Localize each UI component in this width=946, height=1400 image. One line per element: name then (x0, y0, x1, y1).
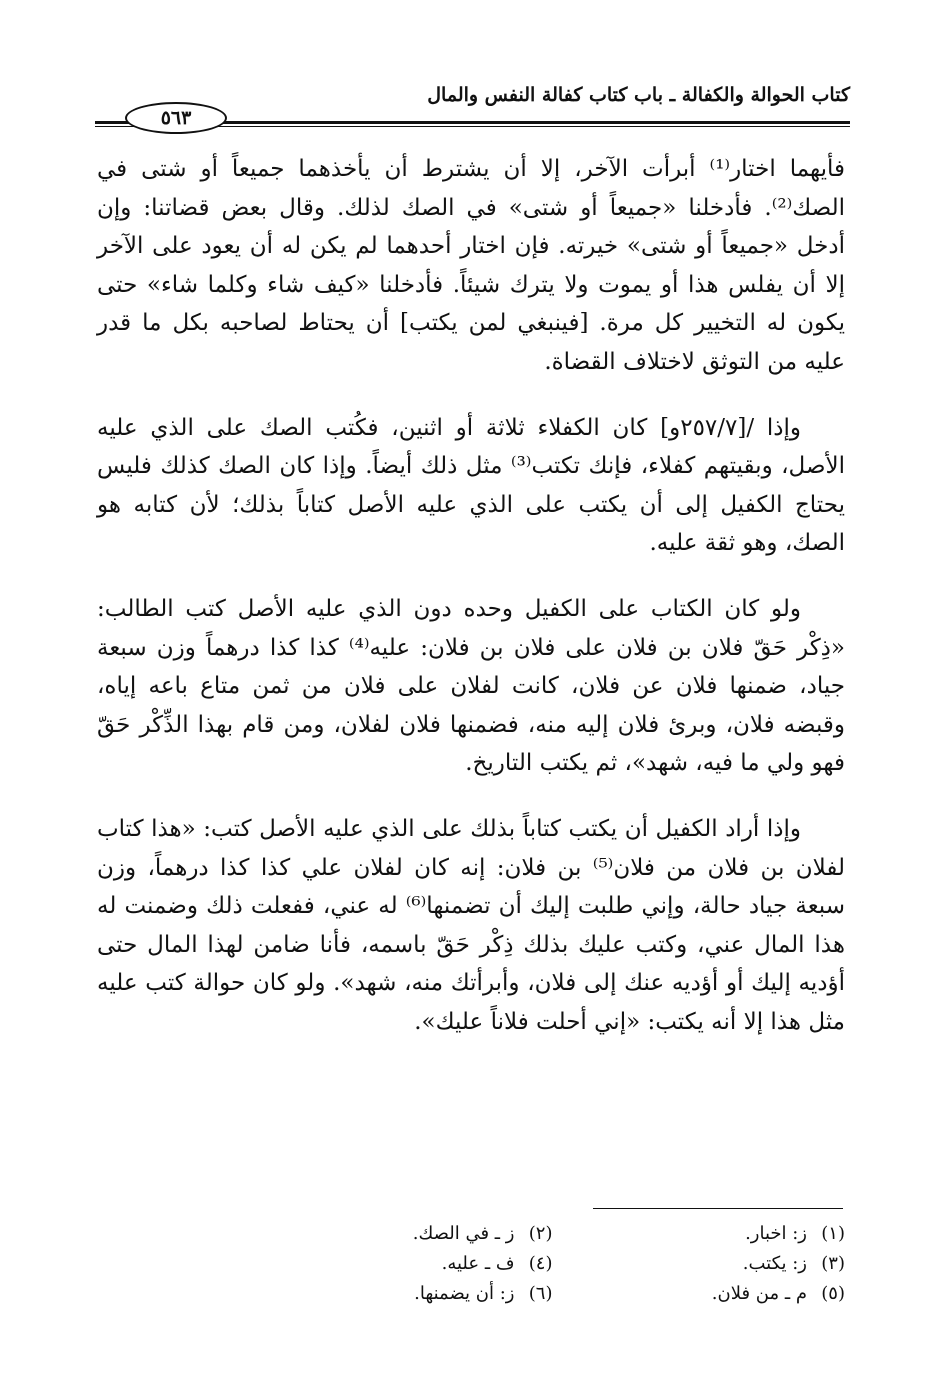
footnote-text: ز: يكتب. (742, 1253, 807, 1274)
footnote-separator (593, 1208, 843, 1209)
page-number: ٥٦٣ (125, 102, 227, 134)
footnote-text: ف ـ عليه. (441, 1253, 515, 1274)
footnote-text: ز ـ في الصك. (412, 1223, 515, 1244)
page-header (95, 82, 850, 132)
running-title: كتاب الحوالة والكفالة ـ باب كتاب كفالة النفس والمال (427, 84, 850, 106)
paragraph-2: وإذا /[٢٥٧/٧و] كان الكفلاء ثلاثة أو اثنين، فكُتب الصك على الذي عليه الأصل، وبقيتهم كفلاء، فإنك تكتب⁽³⁾ مثل ذلك أيضاً. وإذا كان الصك كذلك فليس يحتاج الكفيل إلى أن يكتب على الذي عليه الأصل كتاباً بذلك؛ لأن كتابه هو الصك، وهو ثقة عليه. (97, 414, 845, 557)
main-text (97, 150, 845, 1068)
footnote-2 (260, 1222, 553, 1246)
footnote-number: (٦) (528, 1283, 553, 1304)
footnote-3 (553, 1252, 846, 1276)
footnote-number: (٣) (821, 1253, 845, 1274)
footnote-number: (٤) (528, 1253, 553, 1274)
footnote-4 (260, 1252, 553, 1276)
footnote-number: (١) (821, 1223, 845, 1244)
footnotes (260, 1222, 845, 1306)
footnote-5 (553, 1282, 846, 1306)
footnote-6 (260, 1282, 553, 1306)
footnote-text: م ـ من فلان. (711, 1283, 807, 1304)
footnote-1 (553, 1222, 846, 1246)
paragraph-1: فأيهما اختار⁽¹⁾ أبرأت الآخر، إلا أن يشترط أن يأخذهما جميعاً أو شتى في الصك⁽²⁾. فأدخلنا «جميعاً أو شتى» في الصك لذلك. وقال بعض قضاتنا: وإن أدخل «جميعاً أو شتى» خيرته. فإن اختار أحدهما لم يكن له أن يعود على الآخر إلا أن يفلس هذا أو يموت ولا يترك شيئاً. فأدخلنا «كيف شاء وكلما شاء» حتى يكون له التخيير كل مرة. [فينبغي لمن يكتب] أن يحتاط لصاحبه بكل ما قدر عليه من التوثق لاختلاف القضاة. (97, 156, 846, 375)
footnote-number: (٢) (528, 1223, 553, 1244)
paragraph-3: ولو كان الكتاب على الكفيل وحده دون الذي عليه الأصل كتب الطالب: «ذِكْر حَقّ فلان بن فلان على فلان بن فلان: عليه⁽⁴⁾ كذا كذا درهماً وزن سبعة جياد، ضمنها فلان عن فلان، كانت لفلان على فلان من ثمن متاع باعه إياه، وقبضه فلان، وبرئ فلان إليه منه، فضمنها فلان لفلان، ومن قام بهذا الذِّكْر حَقّ فهو ولي ما فيه، شهد»، ثم يكتب التاريخ. (97, 595, 845, 777)
paragraph-4: وإذا أراد الكفيل أن يكتب كتاباً بذلك على الذي عليه الأصل كتب: «هذا كتاب لفلان بن فلان من فلان⁽⁵⁾ بن فلان: إنه كان لفلان علي كذا كذا درهماً، وزن سبعة جياد حالة، وإني طلبت إليك أن تضمنها⁽⁶⁾ له عني، ففعلت ذلك وضمنت له هذا المال عني، وكتب عليك بذلك ذِكْر حَقّ باسمه، فأنا ضامن لهذا المال حتى أؤديه إليك أو أؤديه عنك إلى فلان، وأبرأتك منه، شهد». ولو كان حوالة كتب عليه مثل هذا إلا أنه يكتب: «إني أحلت فلاناً عليك». (97, 815, 845, 1035)
footnote-text: ز: أن يضمنها. (414, 1283, 515, 1304)
footnote-number: (٥) (821, 1283, 845, 1304)
footnote-text: ز: اخبار. (745, 1223, 807, 1244)
